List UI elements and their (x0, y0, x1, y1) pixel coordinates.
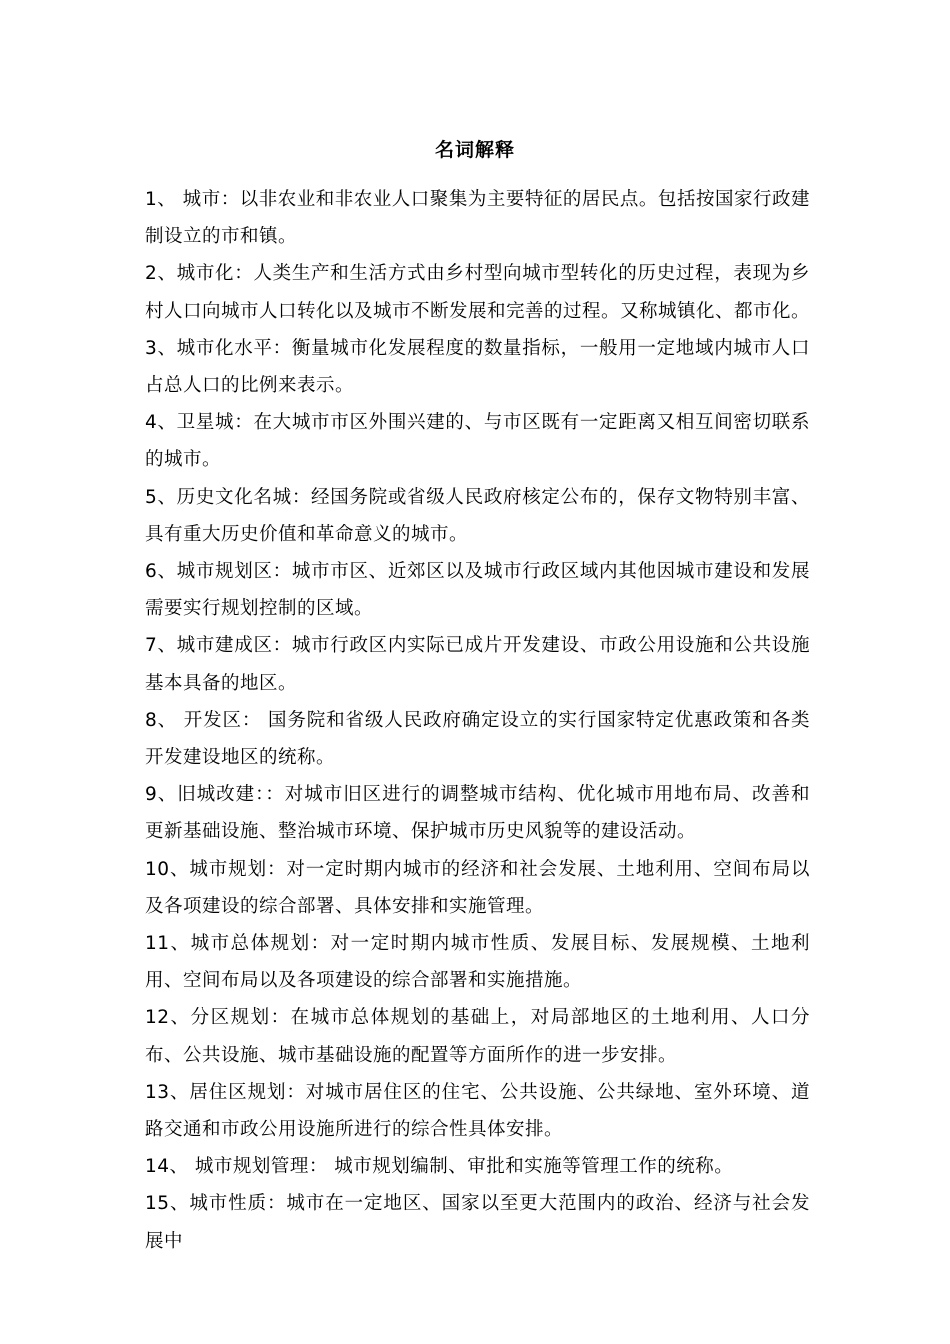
term-item-6: 6、城市规划区：城市市区、近郊区以及城市行政区域内其他因城市建设和发展需要实行规划控制的区域。 (145, 561, 810, 620)
term-item-8: 8、 开发区： 国务院和省级人民政府确定设立的实行国家特定优惠政策和各类开发建设地区的统称。 (145, 709, 810, 769)
term-item-5: 5、历史文化名城：经国务院或省级人民政府核定公布的，保存文物特别丰富、具有重大历史价值和革命意义的城市。 (145, 486, 810, 545)
term-item-11: 11、城市总体规划：对一定时期内城市性质、发展目标、发展规模、土地利用、空间布局以及各项建设的综合部署和实施措施。 (145, 933, 810, 992)
term-item-14: 14、 城市规划管理： 城市规划编制、审批和实施等管理工作的统称。 (145, 1156, 734, 1178)
term-item-2: 2、城市化：人类生产和生活方式由乡村型向城市型转化的历史过程，表现为乡村人口向城市人口转化以及城市不断发展和完善的过程。又称城镇化、都市化。 (145, 263, 811, 322)
page-title: 名词解释 (434, 139, 515, 161)
term-item-7: 7、城市建成区：城市行政区内实际已成片开发建设、市政公用设施和公共设施基本具备的地区。 (145, 635, 810, 694)
term-item-4: 4、卫星城：在大城市市区外围兴建的、与市区既有一定距离又相互间密切联系的城市。 (145, 412, 810, 471)
term-item-1: 1、 城市：以非农业和非农业人口聚集为主要特征的居民点。包括按国家行政建制设立的市和镇。 (145, 189, 810, 248)
term-list (145, 181, 810, 1260)
term-item-15: 15、城市性质：城市在一定地区、国家以至更大范围内的政治、经济与社会发展中 (145, 1193, 810, 1252)
term-item-13: 13、居住区规划：对城市居住区的住宅、公共设施、公共绿地、室外环境、道路交通和市政公用设施所进行的综合性具体安排。 (145, 1081, 810, 1141)
term-item-12: 12、分区规划：在城市总体规划的基础上，对局部地区的土地利用、人口分布、公共设施、城市基础设施的配置等方面所作的进一步安排。 (145, 1007, 810, 1066)
term-item-9: 9、旧城改建：：对城市旧区进行的调整城市结构、优化城市用地布局、改善和更新基础设施、整治城市环境、保护城市历史风貌等的建设活动。 (145, 784, 810, 843)
term-item-3: 3、城市化水平：衡量城市化发展程度的数量指标，一般用一定地域内城市人口占总人口的比例来表示。 (145, 337, 810, 397)
term-item-10: 10、城市规划：对一定时期内城市的经济和社会发展、土地利用、空间布局以及各项建设的综合部署、具体安排和实施管理。 (145, 858, 810, 917)
